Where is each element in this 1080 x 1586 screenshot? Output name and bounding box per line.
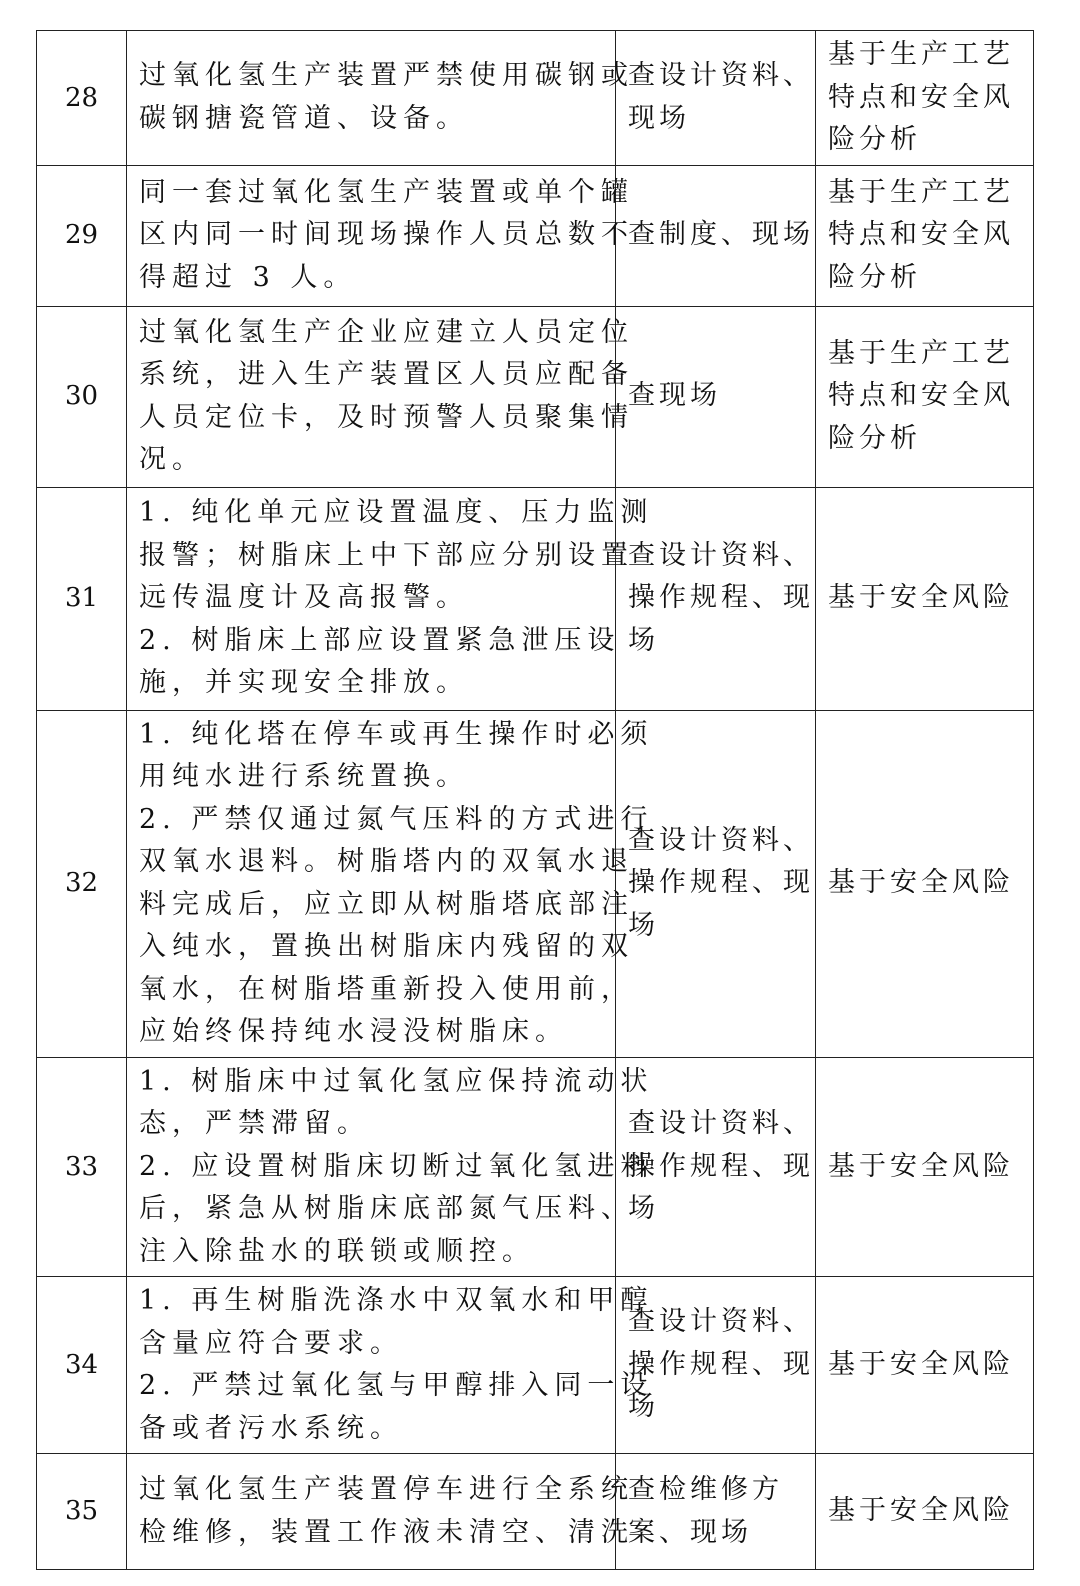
- requirement-content-cell: [127, 306, 634, 487]
- requirement-content-line: 1. 纯化塔在停车或再生操作时必须: [139, 718, 654, 750]
- inspection-method-line: 查制度、现场: [628, 219, 814, 251]
- inspection-method-line: 场: [628, 1391, 659, 1423]
- requirement-content-line: 应始终保持纯水浸没树脂床。: [139, 1016, 568, 1047]
- requirement-basis-cell: [816, 306, 1034, 487]
- requirement-content-line: 含量应符合要求。: [139, 1327, 403, 1359]
- requirement-content-cell: [127, 710, 654, 1057]
- requirement-content-line: 同一套过氧化氢生产装置或单个罐: [139, 176, 634, 208]
- requirement-content-line: 施，并实现安全排放。: [139, 667, 469, 699]
- table-body: [37, 31, 1034, 1570]
- requirement-content-line: 过氧化氢生产企业应建立人员定位: [139, 316, 634, 348]
- requirement-content-line: 料完成后，应立即从树脂塔底部注: [139, 888, 634, 920]
- requirement-basis-line: 基于安全风险: [828, 867, 1014, 899]
- requirement-content-line: 注入除盐水的联锁或顺控。: [139, 1235, 535, 1267]
- inspection-method-line: 查现场: [628, 380, 721, 412]
- requirement-content-cell: [127, 31, 634, 166]
- requirement-content-line: 碳钢搪瓷管道、设备。: [139, 102, 469, 134]
- inspection-method-cell: [616, 31, 816, 166]
- requirement-content-line: 双氧水退料。树脂塔内的双氧水退: [139, 846, 634, 877]
- row-number: 31: [37, 487, 127, 710]
- row-number: 30: [37, 306, 127, 487]
- requirement-basis-line: 基于安全风险: [828, 1150, 1014, 1182]
- requirement-basis-line: 基于安全风险: [828, 582, 1014, 614]
- requirement-content-line: 检维修，装置工作液未清空、清洗: [139, 1516, 634, 1548]
- requirement-basis-line: 险分析: [828, 261, 921, 293]
- requirement-content-line: 区内同一时间现场操作人员总数不: [139, 219, 634, 251]
- requirement-content-cell: [127, 487, 654, 710]
- inspection-method-line: 场: [628, 624, 659, 656]
- row-number: 32: [37, 710, 127, 1057]
- safety-requirements-table: [36, 30, 1034, 1570]
- row-number: 33: [37, 1057, 127, 1277]
- row-number: 35: [37, 1454, 127, 1570]
- requirement-basis-line: 基于生产工艺: [828, 337, 1014, 369]
- requirement-content-line: 得超过 3 人。: [139, 261, 357, 293]
- requirement-content-line: 2. 应设置树脂床切断过氧化氢进料: [139, 1150, 654, 1182]
- requirement-basis-cell: [816, 710, 1034, 1057]
- requirement-basis-cell: [816, 31, 1034, 166]
- requirement-basis-line: 特点和安全风: [828, 380, 1014, 412]
- inspection-method-line: 操作规程、现: [628, 867, 814, 899]
- requirement-content-line: 态，严禁滞留。: [139, 1108, 370, 1139]
- requirement-basis-line: 基于安全风险: [828, 1348, 1014, 1380]
- table-row: [37, 710, 1034, 1057]
- requirement-content-cell: [127, 165, 634, 306]
- requirement-content-line: 2. 树脂床上部应设置紧急泄压设: [139, 624, 621, 656]
- inspection-method-line: 查设计资料、: [628, 824, 814, 856]
- requirement-basis-line: 险分析: [828, 124, 921, 155]
- inspection-method-line: 场: [628, 909, 659, 941]
- inspection-method-line: 查设计资料、: [628, 1306, 814, 1338]
- inspection-method-cell: [616, 1277, 816, 1454]
- requirement-basis-cell: [816, 487, 1034, 710]
- inspection-method-line: 场: [628, 1193, 659, 1224]
- requirement-basis-cell: [816, 1057, 1034, 1277]
- inspection-method-line: 案、现场: [628, 1516, 752, 1548]
- requirement-content-line: 1. 再生树脂洗涤水中双氧水和甲醇: [139, 1285, 654, 1316]
- inspection-method-line: 查设计资料、: [628, 539, 814, 571]
- requirement-content-line: 报警；树脂床上中下部应分别设置: [139, 539, 634, 571]
- requirement-content-line: 过氧化氢生产装置严禁使用碳钢或: [139, 60, 634, 92]
- requirement-basis-line: 特点和安全风: [828, 219, 1014, 251]
- table-row: [37, 1454, 1034, 1570]
- table-row: [37, 1057, 1034, 1277]
- requirement-content-line: 氧水，在树脂塔重新投入使用前，: [139, 973, 634, 1005]
- requirement-content-cell: [127, 1057, 654, 1277]
- inspection-method-line: 查检维修方: [628, 1474, 783, 1505]
- requirement-basis-cell: [816, 165, 1034, 306]
- requirement-content-line: 过氧化氢生产装置停车进行全系统: [139, 1474, 634, 1505]
- inspection-method-line: 查设计资料、: [628, 60, 814, 92]
- requirement-content-line: 1. 纯化单元应设置温度、压力监测: [139, 497, 654, 529]
- inspection-method-line: 现场: [628, 102, 690, 134]
- requirement-content-line: 入纯水，置换出树脂床内残留的双: [139, 931, 634, 962]
- inspection-method-line: 查设计资料、: [628, 1108, 814, 1139]
- requirement-content-cell: [127, 1454, 634, 1570]
- table-row: [37, 165, 1034, 306]
- requirement-content-line: 况。: [139, 444, 205, 475]
- requirement-basis-line: 基于生产工艺: [828, 39, 1014, 70]
- requirement-basis-line: 特点和安全风: [828, 81, 1014, 113]
- table-row: [37, 487, 1034, 710]
- table-row: [37, 31, 1034, 166]
- requirement-content-line: 1. 树脂床中过氧化氢应保持流动状: [139, 1065, 654, 1097]
- row-number: 34: [37, 1277, 127, 1454]
- table-container: [36, 30, 1033, 1570]
- inspection-method-cell: [616, 710, 816, 1057]
- requirement-content-cell: [127, 1277, 654, 1454]
- requirement-content-line: 2. 严禁过氧化氢与甲醇排入同一设: [139, 1370, 654, 1401]
- requirement-basis-cell: [816, 1454, 1034, 1570]
- inspection-method-line: 操作规程、现: [628, 1150, 814, 1182]
- requirement-basis-line: 险分析: [828, 422, 921, 454]
- inspection-method-line: 操作规程、现: [628, 582, 814, 614]
- inspection-method-cell: [616, 1454, 816, 1570]
- table-row: [37, 306, 1034, 487]
- inspection-method-cell: [616, 165, 816, 306]
- table-row: [37, 1277, 1034, 1454]
- requirement-basis-line: 基于生产工艺: [828, 176, 1014, 208]
- requirement-basis-cell: [816, 1277, 1034, 1454]
- requirement-content-line: 用纯水进行系统置换。: [139, 761, 469, 792]
- requirement-content-line: 后，紧急从树脂床底部氮气压料、: [139, 1193, 634, 1224]
- inspection-method-line: 操作规程、现: [628, 1348, 814, 1380]
- requirement-content-line: 人员定位卡，及时预警人员聚集情: [139, 401, 634, 433]
- row-number: 29: [37, 165, 127, 306]
- requirement-content-line: 系统，进入生产装置区人员应配备: [139, 359, 634, 390]
- row-number: 28: [37, 31, 127, 166]
- requirement-content-line: 2. 严禁仅通过氮气压料的方式进行: [139, 803, 654, 835]
- inspection-method-cell: [616, 306, 816, 487]
- requirement-basis-line: 基于安全风险: [828, 1495, 1014, 1527]
- requirement-content-line: 备或者污水系统。: [139, 1412, 403, 1444]
- requirement-content-line: 远传温度计及高报警。: [139, 582, 469, 614]
